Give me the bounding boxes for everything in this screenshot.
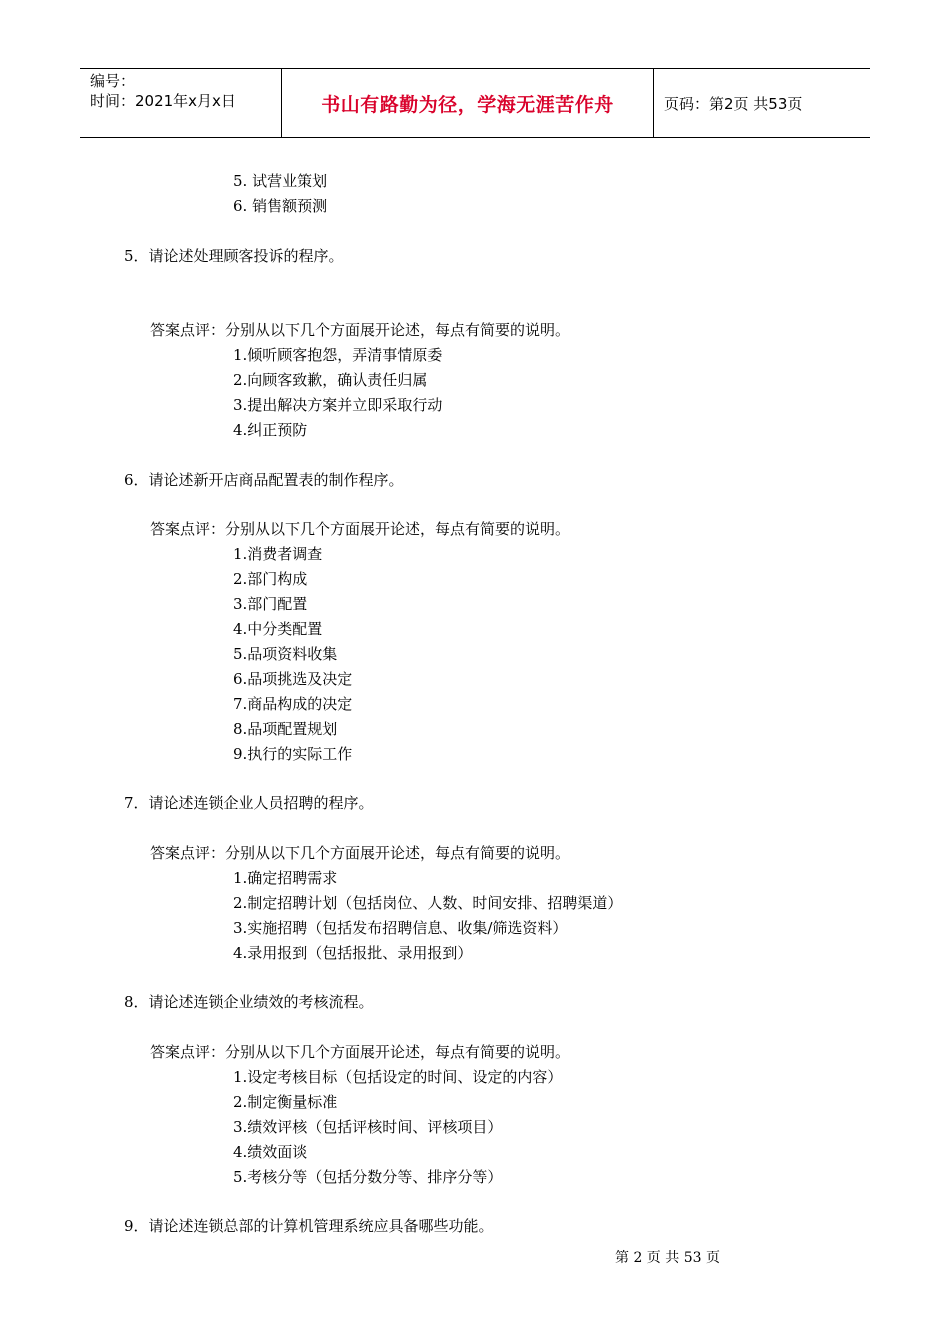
header-motto: 书山有路勤为径，学海无涯苦作舟 <box>321 93 614 116</box>
answer-intro: 答案点评：分别从以下几个方面展开论述，每点有简要的说明。 <box>150 321 571 339</box>
answer-intro: 答案点评：分别从以下几个方面展开论述，每点有简要的说明。 <box>150 520 571 538</box>
list-item: 1.消费者调查 <box>233 545 323 563</box>
answer-intro: 答案点评：分别从以下几个方面展开论述，每点有简要的说明。 <box>150 844 571 862</box>
list-item: 2.制定衡量标准 <box>233 1093 338 1111</box>
list-item: 2.制定招聘计划（包括岗位、人数、时间安排、招聘渠道） <box>233 894 623 912</box>
list-item: 5.品项资料收集 <box>233 645 338 663</box>
list-item: 1.设定考核目标（包括设定的时间、设定的内容） <box>233 1068 563 1086</box>
list-item: 3.实施招聘（包括发布招聘信息、收集/筛选资料） <box>233 919 568 937</box>
list-item: 4.绩效面谈 <box>233 1143 308 1161</box>
question-8: 8．请论述连锁企业绩效的考核流程。 <box>124 993 374 1011</box>
question-5: 5．请论述处理顾客投诉的程序。 <box>124 247 344 265</box>
header-page-info: 页码：第2页 共53页 <box>664 94 803 113</box>
question-9: 9．请论述连锁总部的计算机管理系统应具备哪些功能。 <box>124 1217 494 1235</box>
list-item: 7.商品构成的决定 <box>233 695 353 713</box>
list-item: 4.录用报到（包括报批、录用报到） <box>233 944 473 962</box>
list-item: 1.倾听顾客抱怨，弄清事情原委 <box>233 346 443 364</box>
list-item: 3.绩效评核（包括评核时间、评核项目） <box>233 1118 503 1136</box>
list-item: 2.部门构成 <box>233 570 308 588</box>
list-item: 6.品项挑选及决定 <box>233 670 353 688</box>
number-label: 编号： <box>90 72 136 90</box>
list-item: 1.确定招聘需求 <box>233 869 338 887</box>
list-item: 3.提出解决方案并立即采取行动 <box>233 396 443 414</box>
answer-intro: 答案点评：分别从以下几个方面展开论述，每点有简要的说明。 <box>150 1043 571 1061</box>
list-item: 4.中分类配置 <box>233 620 323 638</box>
question-6: 6．请论述新开店商品配置表的制作程序。 <box>124 471 404 489</box>
page-header <box>80 68 870 138</box>
question-7: 7．请论述连锁企业人员招聘的程序。 <box>124 794 374 812</box>
page-footer: 第 2 页 共 53 页 <box>615 1250 720 1266</box>
list-item: 4.纠正预防 <box>233 421 308 439</box>
list-item: 5.考核分等（包括分数分等、排序分等） <box>233 1168 503 1186</box>
list-item: 3.部门配置 <box>233 595 308 613</box>
list-item: 8.品项配置规划 <box>233 720 338 738</box>
header-meta <box>90 71 278 111</box>
list-item: 6. 销售额预测 <box>233 197 328 215</box>
list-item: 2.向顾客致歉，确认责任归属 <box>233 371 428 389</box>
header-divider <box>653 69 654 137</box>
time-label: 时间：2021年x月x日 <box>90 92 236 110</box>
list-item: 9.执行的实际工作 <box>233 745 353 763</box>
list-item: 5. 试营业策划 <box>233 172 328 190</box>
